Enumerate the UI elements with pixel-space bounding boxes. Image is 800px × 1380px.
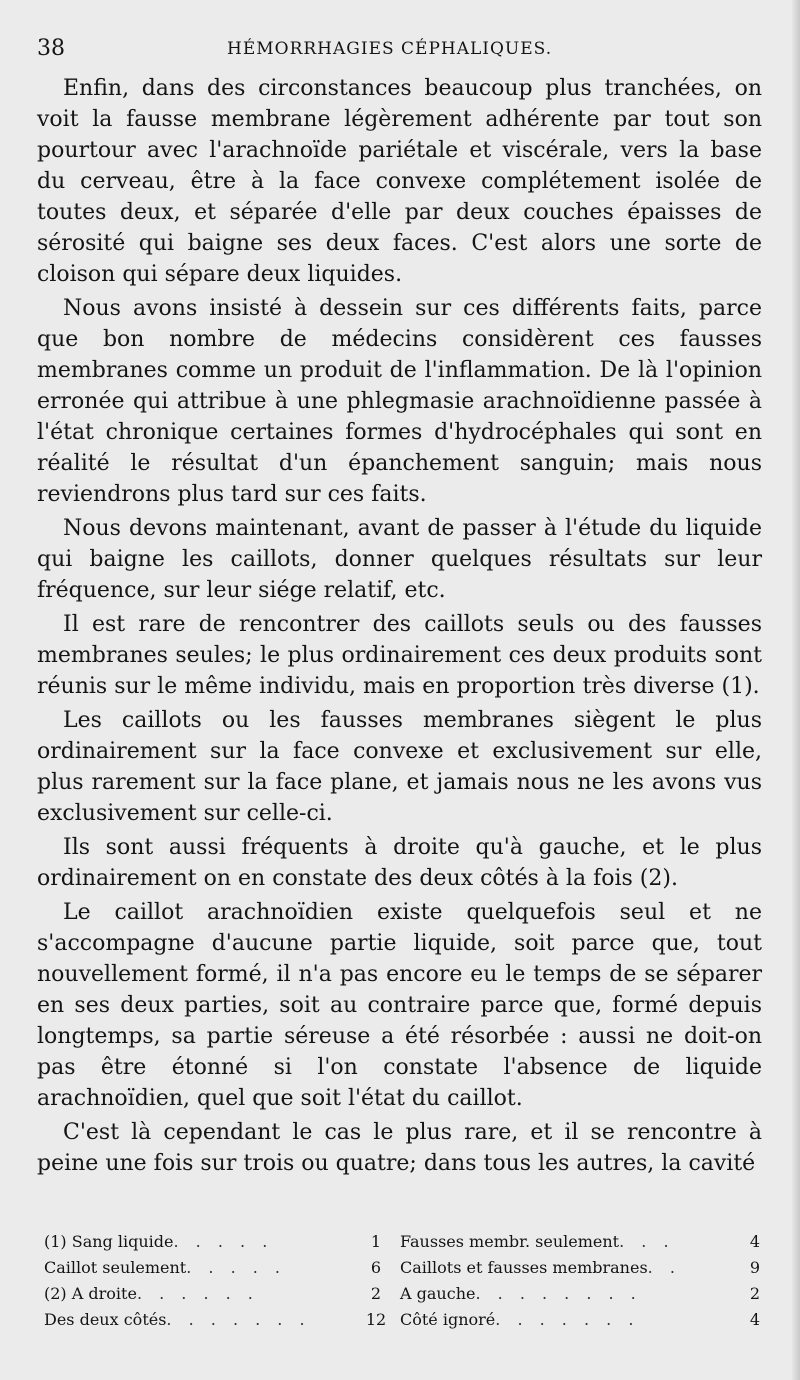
- paragraph: Les caillots ou les fausses membranes siègent le plus ordinairement sur la face convexe et exclusivement sur elle, plus rarement sur la face plane, et jamais nous ne les avons vus exclusivement sur celle-ci.: [37, 708, 762, 826]
- paragraph: C'est là cependant le cas le plus rare, et il se rencontre à peine une fois sur trois ou quatre; dans tous les autres, la cavité: [37, 1120, 762, 1176]
- body-text: [37, 73, 762, 1182]
- leader-dots: . . . . . .: [136, 1284, 259, 1303]
- leader-dots: . . . . .: [173, 1232, 274, 1251]
- footnote-label: (2) A droite: [44, 1284, 137, 1303]
- footnote-row: [44, 1281, 766, 1307]
- footnote-count: 4: [749, 1232, 760, 1251]
- footnote-row: [44, 1255, 766, 1281]
- leader-dots: . . . . . . . .: [475, 1284, 642, 1303]
- leader-dots: . . . . .: [186, 1258, 287, 1277]
- footnote-label: (1) Sang liquide: [44, 1232, 174, 1251]
- footnote-label: Côté ignoré: [400, 1310, 496, 1329]
- footnote-count: 6: [370, 1258, 382, 1277]
- leader-dots: . .: [647, 1258, 681, 1277]
- paragraph: Nous devons maintenant, avant de passer à l'étude du liquide qui baigne les caillots, donner quelques résultats sur leur fréquence, sur leur siége relatif, etc.: [37, 516, 762, 603]
- footnote-label: Fausses membr. seulement: [400, 1232, 620, 1251]
- footnote-label: Des deux côtés: [44, 1310, 167, 1329]
- footnote-label: Caillots et fausses membranes: [400, 1258, 648, 1277]
- paragraph: Nous avons insisté à dessein sur ces différents faits, parce que bon nombre de médecins considèrent ces fausses membranes comme un produit de l'inflammation. De là l'opinion erronée qui attribue à une phlegmasie arachnoïdienne passée à l'état chronique certaines formes d'hydrocéphales qui sont en réalité le résultat d'un épanchement sanguin; mais nous reviendrons plus tard sur ces faits.: [37, 296, 762, 507]
- footnote-row: [44, 1307, 766, 1333]
- paragraph: Il est rare de rencontrer des caillots seuls ou des fausses membranes seules; le plus ordinairement ces deux produits sont réunis sur le même individu, mais en proportion très diverse (1).: [37, 612, 762, 699]
- footnote-count: 2: [370, 1284, 382, 1303]
- leader-dots: . . .: [619, 1232, 675, 1251]
- footnote-row: [44, 1229, 766, 1255]
- footnote-label: Caillot seulement: [44, 1258, 187, 1277]
- leader-dots: . . . . . . .: [166, 1310, 311, 1329]
- paragraph: Enfin, dans des circonstances beaucoup plus tranchées, on voit la fausse membrane légèrement adhérente par tout son pourtour avec l'arachnoïde pariétale et viscérale, vers la base du cerveau, être à la face convexe complétement isolée de toutes deux, et séparée d'elle par deux couches épaisses de sérosité qui baigne ses deux faces. C'est alors une sorte de cloison qui sépare deux liquides.: [37, 76, 762, 287]
- footnote-label: A gauche: [400, 1284, 476, 1303]
- running-head: HÉMORRHAGIES CÉPHALIQUES.: [227, 39, 553, 59]
- page-header: [37, 36, 762, 66]
- footnote-count: 9: [749, 1258, 760, 1277]
- footnotes: [44, 1229, 766, 1333]
- leader-dots: . . . . . . .: [495, 1310, 640, 1329]
- footnote-table: [44, 1229, 766, 1333]
- footnote-count: 2: [749, 1284, 760, 1303]
- footnote-count: 4: [749, 1310, 760, 1329]
- page-edge-shadow: [792, 0, 800, 1380]
- footnote-count: 1: [370, 1232, 382, 1251]
- paragraph: Le caillot arachnoïdien existe quelquefois seul et ne s'accompagne d'aucune partie liquide, soit parce que, tout nouvellement formé, il n'a pas encore eu le temps de se séparer en ses deux parties, soit au contraire parce que, formé depuis longtemps, sa partie séreuse a été résorbée : aussi ne doit-on pas être étonné si l'on constate l'absence de liquide arachnoïdien, quel que soit l'état du caillot.: [37, 900, 762, 1111]
- page-number: 38: [37, 36, 65, 61]
- paragraph: Ils sont aussi fréquents à droite qu'à gauche, et le plus ordinairement on en constate des deux côtés à la fois (2).: [37, 835, 762, 891]
- footnote-count: 12: [365, 1310, 387, 1329]
